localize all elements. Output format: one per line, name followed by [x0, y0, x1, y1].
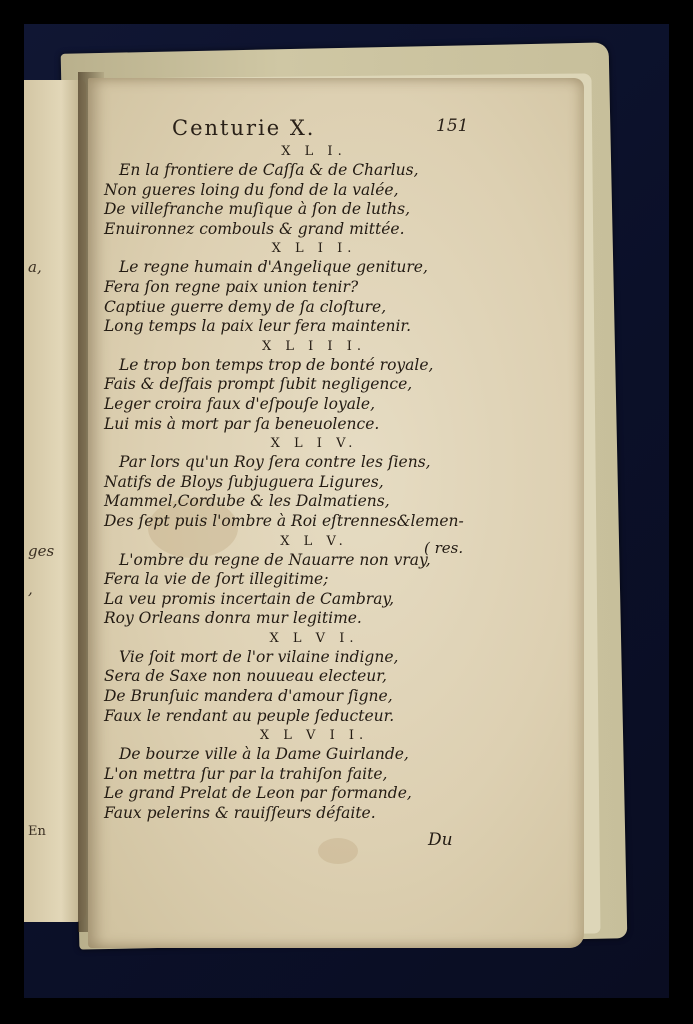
verse-line: Fais & deſfais prompt ſubit negligence, — [104, 375, 413, 394]
verse-line: Le grand Prelat de Leon par formande, — [104, 784, 412, 803]
quatrain-number: X L I I I. — [262, 338, 366, 354]
verse-line: Des ſept puis l'ombre à Roi eſtrennes&lemen- — [104, 511, 464, 530]
page-number: 151 — [436, 116, 469, 136]
verse-line: En la frontiere de Caſſa & de Charlus, — [119, 161, 419, 179]
catchword: Du — [428, 830, 453, 850]
verse-line: La veu promis incertain de Cambray, — [104, 589, 395, 608]
verse-line: De villefranche muſique à ſon de luths, — [104, 200, 411, 219]
quatrain-number: X L I. — [281, 144, 347, 159]
verse-line: Le trop bon temps trop de bonté royale, — [119, 355, 434, 374]
verse-line: Sera de Saxe non nouueau electeur, — [104, 667, 387, 686]
verse-line: Mammel,Cordube & les Dalmatiens, — [104, 492, 390, 511]
left-page-fragment: ges — [28, 542, 55, 560]
verse-line: Enuironnez combouls & grand mittée. — [104, 219, 405, 238]
verse-line: Lui mis à mort par ſa beneuolence. — [104, 414, 380, 433]
verse-line: Faux pelerins & rauiſſeurs défaite. — [104, 804, 376, 823]
left-facing-page — [24, 80, 86, 922]
verse-line: Faux le rendant au peuple ſeducteur. — [104, 706, 395, 725]
quatrain-number: X L V. — [280, 533, 348, 549]
verse-line: Leger croira faux d'eſpouſe loyale, — [104, 394, 375, 413]
quatrain-number: X L I V. — [270, 436, 358, 452]
verse-line: Fera la vie de ſort illegitime; — [104, 570, 329, 589]
verse-line: Non gueres loing du fond de la valée, — [104, 180, 399, 199]
running-head: Centurie X. — [172, 116, 316, 140]
turnover-word: ( res. — [424, 539, 464, 557]
verse-line: Captiue guerre demy de ſa cloſture, — [104, 297, 387, 316]
verse-line: L'on mettra ſur par la trahiſon faite, — [104, 764, 388, 783]
quatrain-number: X L V I. — [269, 630, 359, 646]
left-page-fragment: , — [28, 580, 33, 598]
verse-line: Le regne humain d'Angelique geniture, — [119, 258, 428, 277]
verse-line: Fera ſon regne paix union tenir? — [104, 277, 359, 296]
verse-line: Long temps la paix leur fera maintenir. — [104, 317, 412, 336]
verse-line: Par lors qu'un Roy ſera contre les ſiens, — [119, 453, 431, 472]
left-page-fragment: En — [28, 824, 46, 839]
verse-line: De Brunſuic mandera d'amour ſigne, — [104, 687, 393, 706]
quatrains-block — [104, 142, 484, 824]
left-page-fragment: a, — [28, 258, 42, 276]
verse-line: Natifs de Bloys ſubjuguera Ligures, — [104, 472, 384, 491]
quatrain-number: X L V I I. — [259, 728, 369, 744]
verse-line: L'ombre du regne de Nauarre non vray, — [119, 550, 431, 569]
quatrain-number: X L I I. — [271, 241, 357, 257]
verse-line: Vie ſoit mort de l'or vilaine indigne, — [119, 647, 399, 666]
verse-line: De bourze ville à la Dame Guirlande, — [119, 745, 409, 764]
paper-stain — [318, 838, 358, 864]
verse-line: Roy Orleans donra mur legitime. — [104, 609, 362, 628]
